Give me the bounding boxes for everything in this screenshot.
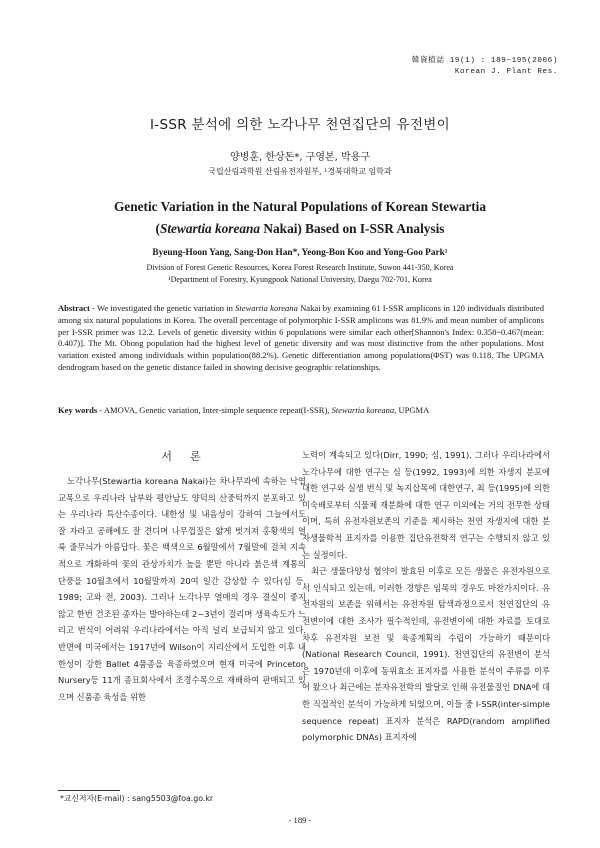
korean-affiliation: 국립산림과학원 산림유전자원부, ¹경북대학교 임학과 xyxy=(208,167,392,176)
footnote-divider xyxy=(58,790,120,791)
keywords-species: Stewartia koreana xyxy=(331,405,395,415)
keywords xyxy=(58,404,544,416)
english-title xyxy=(0,196,600,240)
body-left-column xyxy=(58,473,306,705)
journal-citation: 韓資植誌 19(1) : 189~195(2006) xyxy=(411,57,558,65)
abstract-text-1: - We investigated the genetic variation in xyxy=(89,303,236,313)
abstract-label: Abstract xyxy=(58,303,90,313)
english-title-line1: Genetic Variation in the Natural Populations of Korean Stewartia xyxy=(113,199,487,214)
right-paragraph-2: 최근 생물다양성 협약이 발효된 이후로 모든 생물은 유전자원으로서 인식되고 있는데, 이러한 경향은 임목의 경우도 마찬가지이다. 유전자원의 보존을 위해서는 유전자원 탐색과정으로서 천연집단의 유전변이에 대한 조사가 필수적인데, 유전변이에 대한 자료를 토대로 차후 유전자원 보전 및 육종계획의 수립이 가능하기 때문이다(National Research Council, 1991). 천연집단의 유전변이 분석은 1970년대 이후에 동위효소 표지자를 사용한 분석이 주류를 이루어 왔으나 최근에는 분자유전학의 발달로 인해 유전물질인 DNA에 대한 직접적인 분석이 가능하게 되었으며, 이들 중 I-SSR(inter-simple sequence repeat) 표지자 분석은 RAPD(random amplified polymorphic DNAs) 표지자에 xyxy=(302,566,550,743)
page-number: - 189 - xyxy=(288,815,312,825)
keywords-text: - AMOVA, Genetic variation, Inter-simple sequence repeat(I-SSR), xyxy=(97,405,332,415)
title-rest: Nakai) Based on I-SSR Analysis xyxy=(260,221,445,236)
english-authors: Byeung-Hoon Yang, Sang-Don Han*, Yeong-Bon Koo and Yong-Goo Park¹ xyxy=(152,248,448,258)
affiliation-line2: ¹Department of Forestry, Kyungpook National University, Daegu 702-701, Korea xyxy=(168,275,432,284)
corresponding-author-footnote: *교신저자(E-mail) : sang5503@foa.go.kr xyxy=(60,794,214,803)
abstract xyxy=(58,303,544,374)
korean-authors: 양병훈, 한상돈*, 구영본, 박용구 xyxy=(230,152,370,163)
abstract-text-2: Nakai by examining 61 I-SSR amplicons in 120 individuals distributed among six natural populations in Korea. The overall percentage of polymorphic I-SSR amplicons was 81.9% and mean number of amplicons per I-SSR primer was 12.2. Levels of genetic diversity within 6 populations were similar each other[Shannon's Index: 0.358~0.467(mean: 0.407)]. The Mt. Obong population had the highest level of genetic diversity and was most distinctive from the other populations. Most variation existed among individuals within population(88.2%). Genetic differentiation among populations(ΦST) was 0.118. The UPGMA dendrogram based on the genetic distance failed in showing decisive geographic relationships. xyxy=(58,303,544,372)
body-right-column xyxy=(302,447,550,746)
english-affiliation xyxy=(0,262,600,286)
left-paragraph: 노각나무(Stewartia koreana Nakai)는 차나무과에 속하는 낙엽교목으로 우리나라 남부와 평안남도 양덕의 산중턱까지 분포하고 있는 우리나라 특산수종이다. 내한성 및 내음성이 강하여 그늘에서도 잘 자라고 공해에도 잘 견디며 나무껍질은 얇게 벗겨져 홍황색의 얼룩 줄무늬가 아름답다. 꽃은 백색으로 6월말에서 7월말에 걸쳐 지속적으로 개화하여 꽃의 관상가치가 높을 뿐만 아니라 붉은색 계통의 단풍을 10월초에서 10월말까지 20여 일간 감상할 수 있다(심 등, 1989; 고와 전, 2003). 그러나 노각나무 열매의 경우 결실이 좋지 않고 한번 건조된 종자는 발아하는데 2~3년이 걸리며 생육속도가 느리고 번식이 어려워 우리나라에서는 아직 널리 보급되지 않고 있다. 반면에 미국에서는 1917년에 Wilson이 지리산에서 도입한 이후 내한성이 강한 Ballet 4품종을 육종하였으며 현재 미국에 Princeton Nursery등 11개 종묘회사에서 조경수목으로 재배하여 판매되고 있으며 신품종 육성을 위한 xyxy=(58,476,306,702)
abstract-species: Stewartia koreana xyxy=(235,303,298,313)
korean-title: I-SSR 분석에 의한 노각나무 천연집단의 유전변이 xyxy=(150,117,450,133)
title-species: Stewartia koreana xyxy=(159,221,261,236)
title-paren: ( xyxy=(155,221,160,236)
keywords-tail: , UPGMA xyxy=(394,405,430,415)
section-heading: 서론 xyxy=(161,450,219,463)
english-title-line2 xyxy=(0,218,600,240)
keywords-label: Key words xyxy=(58,405,98,415)
journal-header xyxy=(412,56,558,78)
journal-name: Korean J. Plant Res. xyxy=(454,68,558,76)
affiliation-line1: Division of Forest Genetic Resources, Korea Forest Research Institute, Suwon 441-350, Korea xyxy=(146,263,454,272)
right-paragraph-1: 노력이 계속되고 있다(Dirr, 1990; 심, 1991). 그러나 우리나라에서 노각나무에 대한 연구는 심 등(1992, 1993)에 의한 자생지 분포에 대한 연구와 실생 번식 및 녹지삽목에 대한연구, 최 등(1995)에 의한 미숙배로부터 식물체 재분화에 대한 연구 이외에는 거의 전무한 상태이며, 특히 유전자원보존의 기준을 제시하는 천연 자생지에 대한 분자생물학적 표지자를 이용한 집단유전학적 연구는 수행되지 않고 있는 실정이다. xyxy=(302,450,550,560)
